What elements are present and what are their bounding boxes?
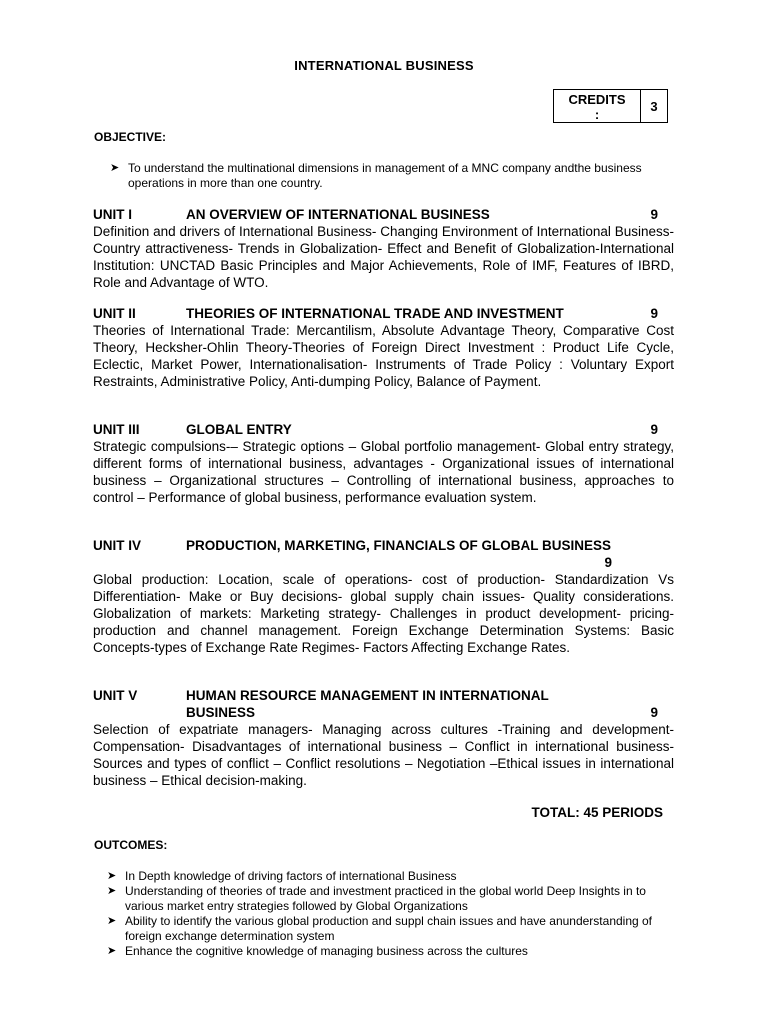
unit-number: UNIT IV [93,538,142,553]
unit-hours: 9 [650,422,658,437]
unit-number: UNIT II [93,306,136,321]
unit-hours: 9 [650,207,658,222]
unit-title: PRODUCTION, MARKETING, FINANCIALS OF GLOBAL BUSINESS [186,538,612,553]
arrow-bullet-icon: ➤ [110,162,120,174]
arrow-bullet-icon: ➤ [107,870,117,882]
unit-title: AN OVERVIEW OF INTERNATIONAL BUSINESS [186,207,490,222]
unit-body: Strategic compulsions-– Strategic options – Global portfolio management- Global entry strategy, different forms of international business, advantages - Organizational issues of international business – Organizational structures – Controlling of international business, approaches to control – Performance of global business, performance evaluation system. [93,439,674,505]
credits-label: CREDITS : [554,90,641,122]
unit-section [93,537,674,656]
unit-hours: 9 [650,306,658,321]
unit-number: UNIT I [93,207,132,222]
objective-list [110,161,662,191]
unit-section [93,206,674,291]
credits-box [553,89,668,123]
credits-value: 3 [650,98,658,114]
outcomes-list [107,869,667,959]
unit-section [93,305,674,390]
outcome-text: Enhance the cognitive knowledge of managing business across the cultures [125,944,528,958]
unit-header [93,305,674,322]
objective-heading: OBJECTIVE: [94,130,167,144]
outcome-text: Ability to identify the various global production and suppl chain issues and have anunderstanding of foreign exchange determination system [125,914,653,943]
unit-section [93,421,674,506]
unit-title: THEORIES OF INTERNATIONAL TRADE AND INVESTMENT [186,306,564,321]
unit-body: Global production: Location, scale of operations- cost of production- Standardization Vs Differentiation- Make or Buy decisions- global supply chain issues- Quality considerations. Globalization of markets: Marketing strategy- Challenges in product development- pricing- production and channel management. Foreign Exchange Determination Systems: Basic Concepts-types of Exchange Rate Regimes- Factors Affecting Exchange Rates. [93,572,674,655]
objective-item [110,161,662,191]
outcome-item [107,869,667,884]
unit-section [93,687,674,789]
unit-header [93,421,674,438]
unit-number: UNIT III [93,422,140,437]
unit-body: Selection of expatriate managers- Managing across cultures -Training and development- Compensation- Disadvantages of international business – Conflict in international business- Sources and types of conflict – Conflict resolutions – Negotiation –Ethical issues in international business – Ethical decision-making. [93,722,674,788]
unit-header [93,537,674,554]
outcome-text: In Depth knowledge of driving factors of international Business [125,869,457,883]
unit-number: UNIT V [93,688,138,703]
outcome-item [107,944,667,959]
page-title: INTERNATIONAL BUSINESS [294,58,474,73]
outcome-item [107,914,667,944]
unit-title: GLOBAL ENTRY [186,422,292,437]
outcome-text: Understanding of theories of trade and investment practiced in the global world Deep Insights in to various market entry strategies followed by Global Organizations [125,884,646,913]
outcome-item [107,884,667,914]
total-periods: TOTAL: 45 PERIODS [531,805,663,820]
arrow-bullet-icon: ➤ [107,885,117,897]
outcomes-heading: OUTCOMES: [94,838,168,852]
unit-body: Definition and drivers of International Business- Changing Environment of International Business- Country attractiveness- Trends in Globalization- Effect and Benefit of Globalization-International Institution: UNCTAD Basic Principles and Major Achievements, Role of IMF, Features of IBRD, Role and Advantage of WTO. [93,224,674,290]
unit-header [93,687,674,721]
unit-header [93,206,674,223]
unit-body: Theories of International Trade: Mercantilism, Absolute Advantage Theory, Comparative Cost Theory, Hecksher-Ohlin Theory-Theories of Foreign Direct Investment : Product Life Cycle, Eclectic, Market Power, Internationalisation- Instruments of Trade Policy : Voluntary Export Restraints, Administrative Policy, Anti-dumping Policy, Balance of Payment. [93,323,674,389]
unit-hours: 9 [604,555,612,570]
unit-title: HUMAN RESOURCE MANAGEMENT IN INTERNATIONAL BUSINESS [186,688,549,720]
objective-text: To understand the multinational dimensions in management of a MNC company andthe business operations in more than one country. [128,161,642,190]
arrow-bullet-icon: ➤ [107,915,117,927]
arrow-bullet-icon: ➤ [107,945,117,957]
unit-hours: 9 [650,705,658,720]
